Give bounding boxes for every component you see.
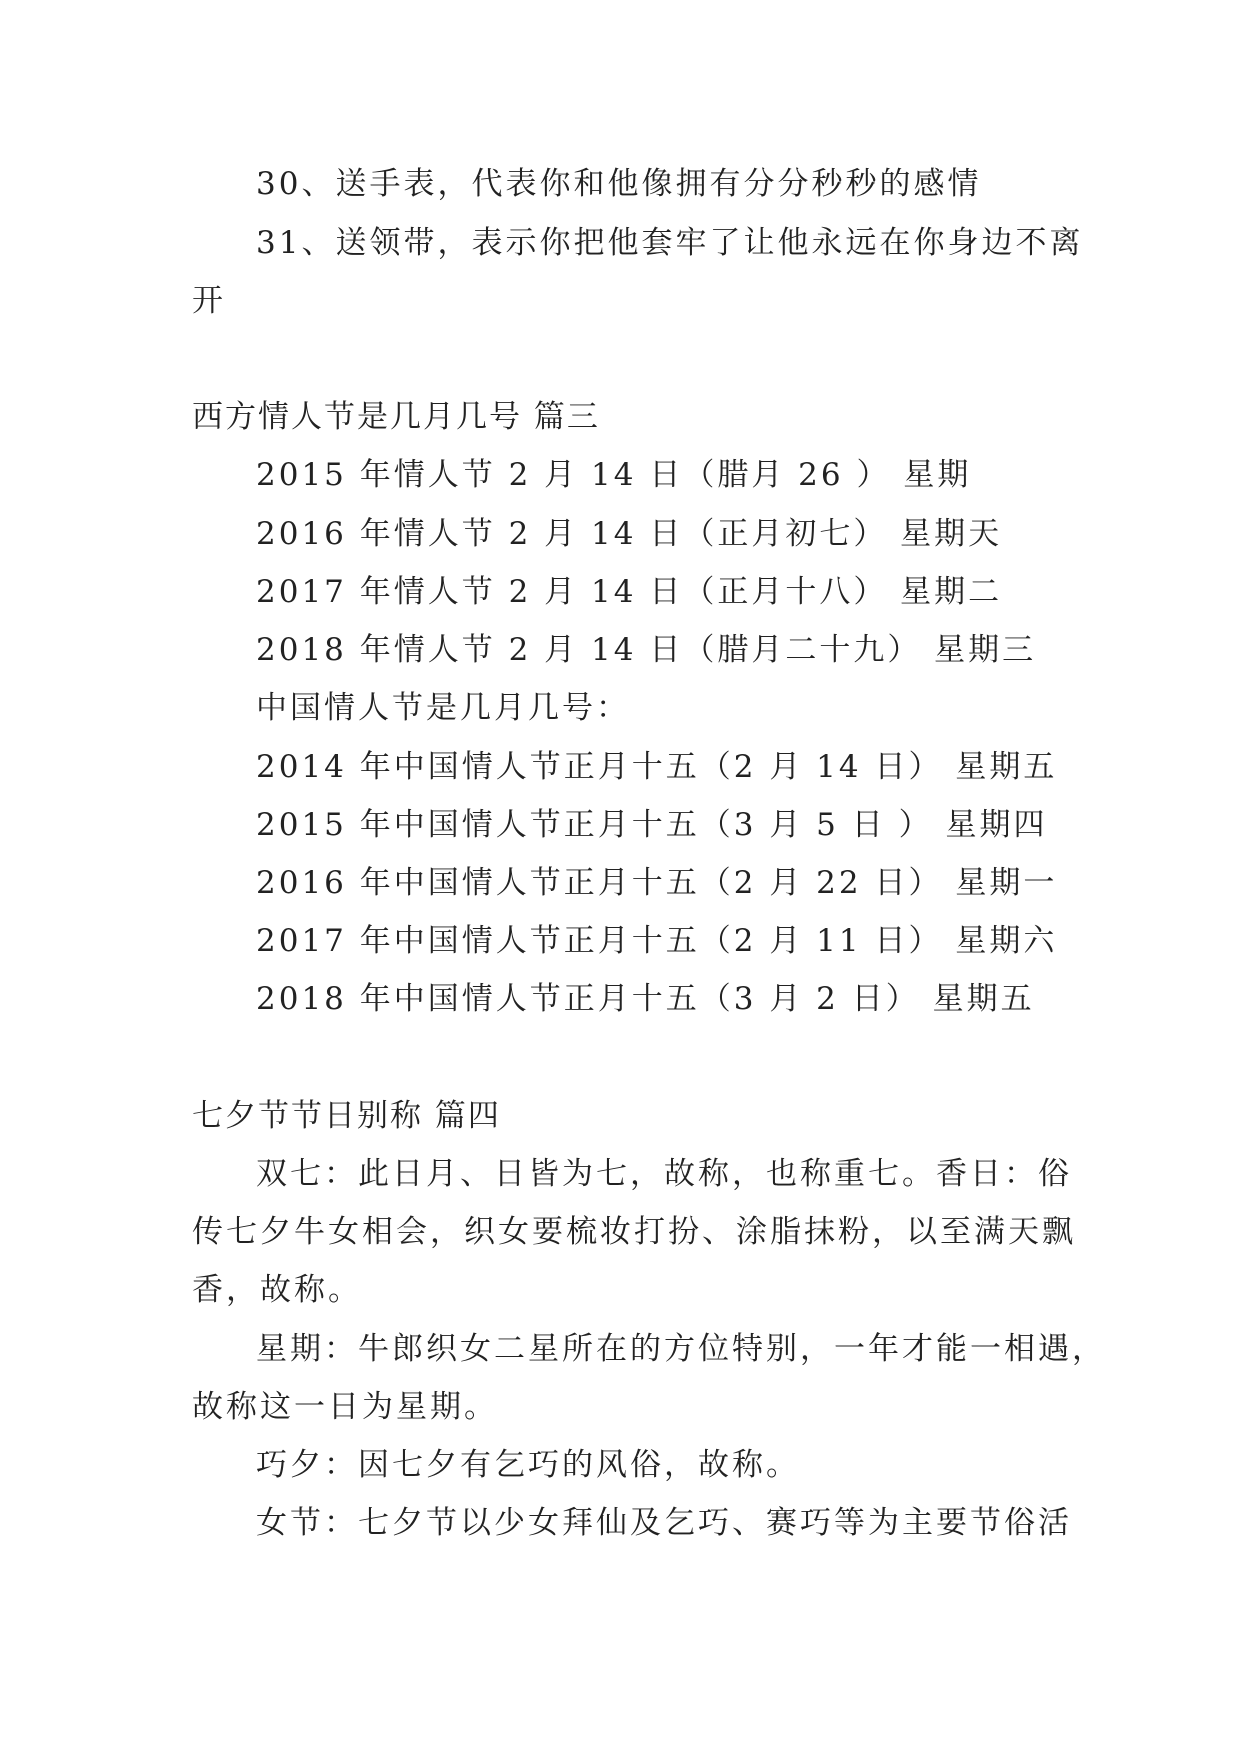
paragraph-line: 香，故称。 (192, 1272, 362, 1308)
paragraph-line: 星期：牛郎织女二星所在的方位特别，一年才能一相遇， (256, 1331, 1106, 1367)
section-three-heading: 西方情人节是几月几号 篇三 (192, 399, 600, 435)
chinese-date-2015: 2015 年中国情人节正月十五（3 月 5 日 ） 星期四 (256, 807, 1048, 843)
paragraph-line: 巧夕：因七夕有乞巧的风俗，故称。 (256, 1447, 800, 1483)
list-item-31: 31、送领带，表示你把他套牢了让他永远在你身边不离 (256, 225, 1084, 261)
list-item-31-continuation: 开 (192, 283, 226, 319)
chinese-date-2018: 2018 年中国情人节正月十五（3 月 2 日） 星期五 (256, 981, 1035, 1017)
list-item-30: 30、送手表，代表你和他像拥有分分秒秒的感情 (256, 166, 982, 202)
chinese-valentine-heading: 中国情人节是几月几号： (256, 690, 630, 726)
paragraph-line: 故称这一日为星期。 (192, 1389, 498, 1425)
paragraph-line: 女节：七夕节以少女拜仙及乞巧、赛巧等为主要节俗活 (256, 1505, 1072, 1541)
western-date-2017: 2017 年情人节 2 月 14 日（正月十八） 星期二 (256, 574, 1003, 610)
paragraph-line: 双七：此日月、日皆为七，故称，也称重七。香日：俗 (256, 1156, 1072, 1192)
western-date-2015: 2015 年情人节 2 月 14 日（腊月 26 ） 星期 (256, 457, 972, 493)
western-date-2016: 2016 年情人节 2 月 14 日（正月初七） 星期天 (256, 516, 1003, 552)
chinese-date-2017: 2017 年中国情人节正月十五（2 月 11 日） 星期六 (256, 923, 1058, 959)
western-date-2018: 2018 年情人节 2 月 14 日（腊月二十九） 星期三 (256, 632, 1037, 668)
chinese-date-2016: 2016 年中国情人节正月十五（2 月 22 日） 星期一 (256, 865, 1058, 901)
chinese-date-2014: 2014 年中国情人节正月十五（2 月 14 日） 星期五 (256, 749, 1058, 785)
paragraph-line: 传七夕牛女相会，织女要梳妆打扮、涂脂抹粉，以至满天飘 (192, 1214, 1076, 1250)
section-four-heading: 七夕节节日别称 篇四 (192, 1098, 501, 1134)
